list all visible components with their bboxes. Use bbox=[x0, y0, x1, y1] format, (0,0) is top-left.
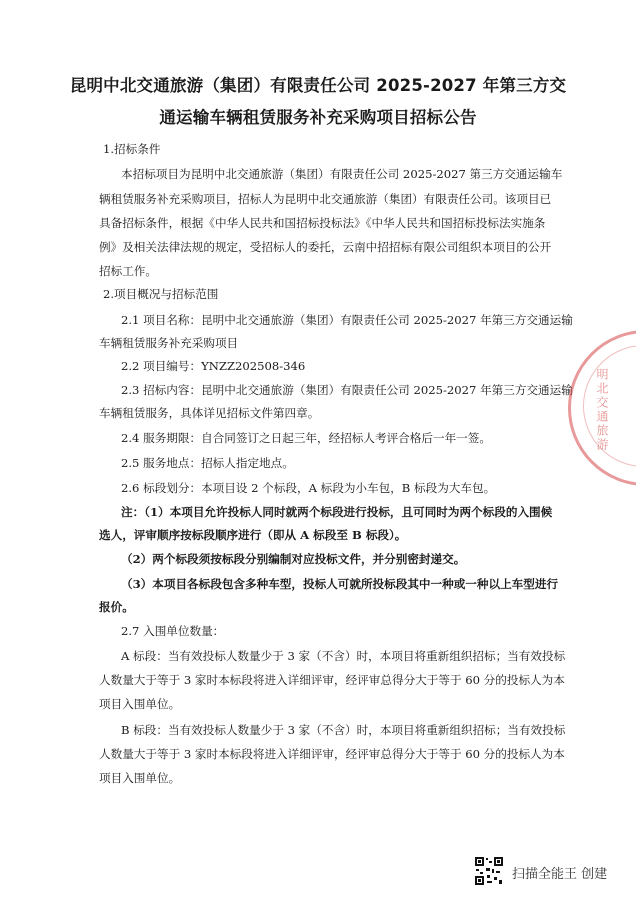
lot-a-line: 人数量大于等于 3 家时本标段将进入详细评审，经评审总得分大于等于 60 分的投标人为本 bbox=[99, 673, 565, 687]
section-1-line: 具备招标条件，根据《中华人民共和国招标投标法》《中华人民共和国招标投标法实施条 bbox=[99, 216, 546, 230]
section-1-heading: 1.招标条件 bbox=[103, 142, 161, 156]
item-2-4: 2.4 服务期限：自合同签订之日起三年，经招标人考评合格后一年一签。 bbox=[121, 431, 491, 445]
item-2-6: 2.6 标段划分：本项目设 2 个标段，A 标段为小车包，B 标段为大车包。 bbox=[121, 481, 496, 495]
qr-code-icon bbox=[474, 856, 504, 886]
note-1-line: 注：（1）本项目允许投标人同时就两个标段进行投标，且可同时为两个标段的入围候 bbox=[121, 505, 553, 519]
seal-text: 明北交通旅游 bbox=[595, 368, 609, 452]
item-2-7: 2.7 入围单位数量： bbox=[121, 624, 225, 638]
lot-b-line: 项目入围单位。 bbox=[99, 771, 181, 785]
lot-a-line: 项目入围单位。 bbox=[99, 697, 181, 711]
section-2-heading: 2.项目概况与招标范围 bbox=[103, 287, 219, 301]
doc-title-line-1: 昆明中北交通旅游（集团）有限责任公司 2025-2027 年第三方交 bbox=[69, 76, 567, 95]
lot-a-line: A 标段：当有效投标人数量少于 3 家（不含）时，本项目将重新组织招标；当有效投标 bbox=[121, 649, 566, 663]
lot-b-line: 人数量大于等于 3 家时本标段将进入详细评审，经评审总得分大于等于 60 分的投标人为本 bbox=[99, 747, 565, 761]
doc-title-line-2: 通运输车辆租赁服务补充采购项目招标公告 bbox=[159, 108, 477, 127]
section-1-line: 本招标项目为昆明中北交通旅游（集团）有限责任公司 2025-2027 第三方交通运输车 bbox=[121, 167, 563, 181]
scanner-watermark: 扫描全能王 创建 bbox=[512, 867, 608, 882]
item-2-1-line: 车辆租赁服务补充采购项目 bbox=[99, 336, 239, 350]
note-2: （2）两个标段须按标段分别编制对应投标文件，并分别密封递交。 bbox=[121, 552, 466, 566]
lot-b-line: B 标段：当有效投标人数量少于 3 家（不含）时，本项目将重新组织招标；当有效投标 bbox=[121, 723, 566, 737]
item-2-2: 2.2 项目编号：YNZZ202508-346 bbox=[121, 359, 306, 373]
note-3-line: （3）本项目各标段包含多种车型，投标人可就所投标段其中一种或一种以上车型进行 bbox=[121, 577, 559, 591]
item-2-3-line: 2.3 招标内容：昆明中北交通旅游（集团）有限责任公司 2025-2027 年第三方交通运输 bbox=[121, 383, 573, 397]
section-1-line: 招标工作。 bbox=[99, 264, 157, 278]
note-1-line: 选人，评审顺序按标段顺序进行（即从 A 标段至 B 标段）。 bbox=[99, 528, 407, 542]
item-2-5: 2.5 服务地点：招标人指定地点。 bbox=[121, 456, 294, 470]
item-2-1-line: 2.1 项目名称：昆明中北交通旅游（集团）有限责任公司 2025-2027 年第三方交通运输 bbox=[121, 313, 573, 327]
note-3-line: 报价。 bbox=[99, 600, 134, 614]
section-1-line: 例》及相关法律法规的规定，受招标人的委托，云南中招招标有限公司组织本项目的公开 bbox=[99, 240, 552, 254]
section-1-line: 辆租赁服务补充采购项目，招标人为昆明中北交通旅游（集团）有限责任公司。该项目已 bbox=[99, 192, 552, 206]
item-2-3-line: 车辆租赁服务，具体详见招标文件第四章。 bbox=[99, 406, 320, 420]
